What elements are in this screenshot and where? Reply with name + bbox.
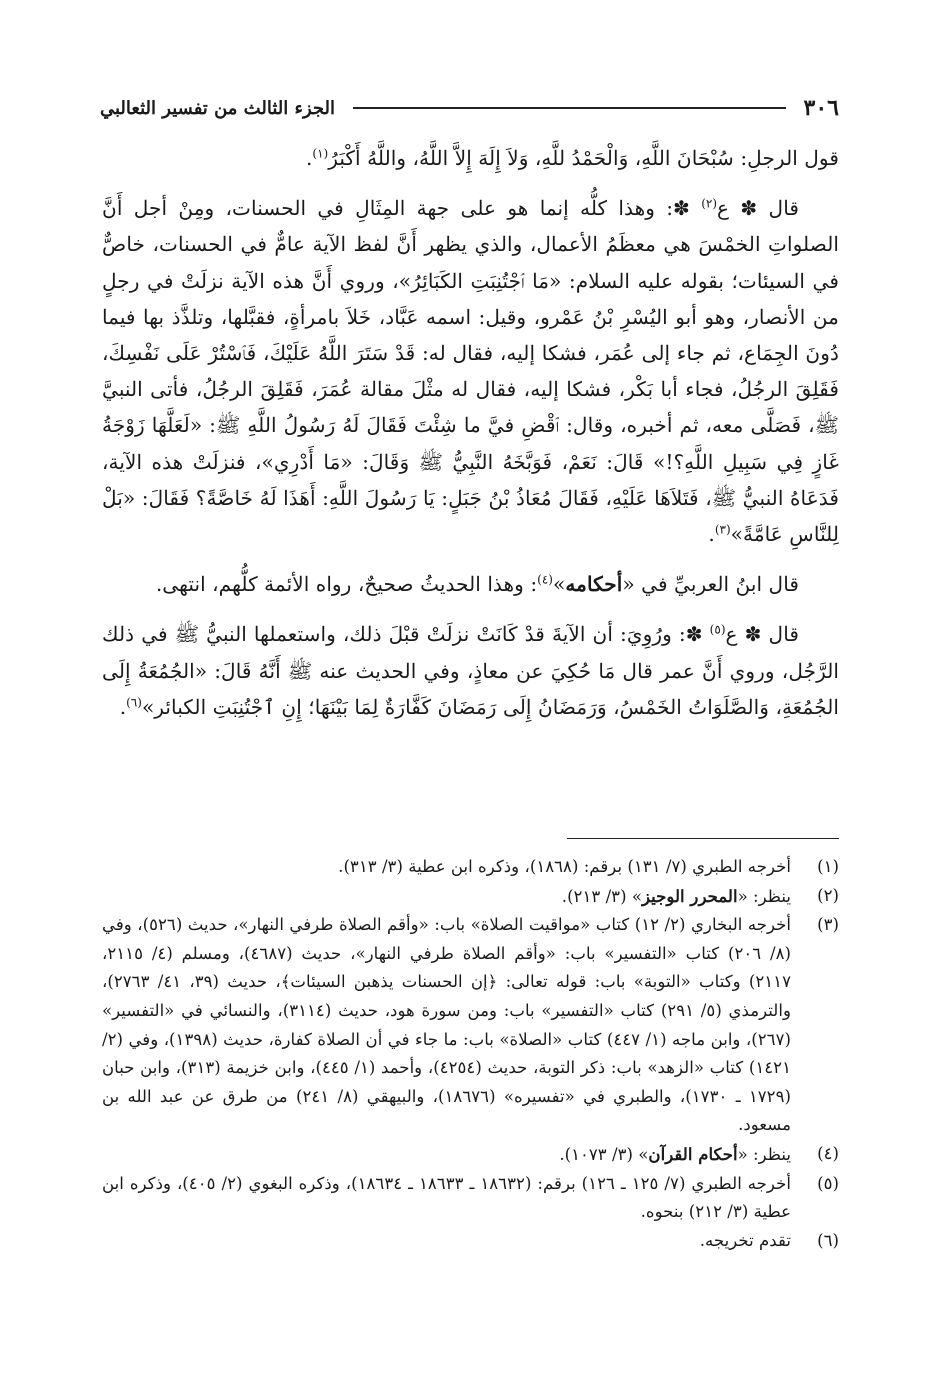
footnote-text: أخرجه الطبري (٧/ ١٣١) برقم: (١٨٦٨)، وذكره ابن عطية (٣/ ٣١٣).: [338, 857, 791, 876]
footnote-ref[interactable]: (٢): [701, 196, 718, 211]
page-header: [100, 88, 839, 128]
paragraph-4: [102, 616, 839, 725]
footnote-2: [102, 882, 839, 912]
footnote-5: [102, 1170, 839, 1227]
paragraph-1: [102, 140, 839, 176]
paragraph-lead: قال ✽ ع: [725, 622, 800, 647]
footnote-3: [102, 911, 839, 1140]
paragraph-lead: قال ابنُ العربيِّ في «: [622, 572, 799, 597]
footnote-6: [102, 1227, 839, 1256]
footnote-text: [102, 1140, 791, 1170]
footnote-number: (٣): [817, 915, 839, 935]
footnote-4: [102, 1140, 839, 1170]
footnote-number: (٥): [817, 1173, 839, 1193]
footnote-ref[interactable]: (٣): [714, 522, 731, 537]
header-rule: [353, 107, 786, 109]
paragraph-tail: .: [119, 694, 127, 719]
paragraph-text: : وهذا الحديثُ صحيحٌ، رواه الأئمة كلُّهم، انتهى.: [155, 572, 538, 597]
footnote-number: (٦): [817, 1230, 839, 1250]
footnote-ref[interactable]: (١): [312, 146, 329, 161]
footnote-post: » (٣/ ١٠٧٣).: [559, 1144, 649, 1164]
paragraph-tail: .: [305, 146, 313, 170]
book-title: المحرر الوجيز: [642, 885, 738, 906]
quote-mark: »: [552, 572, 566, 597]
footnote-number: (١): [817, 857, 839, 876]
paragraph-2: [102, 190, 839, 552]
running-title: الجزء الثالث من تفسير الثعالبي: [100, 97, 336, 119]
footnote-number: (٢): [817, 885, 839, 905]
footnote-text: أخرجه الطبري (٧/ ١٢٥ ـ ١٢٦) برقم: (١٨٦٣٢ ـ ١٨٦٣٣ ـ ١٨٦٣٤)، وذكره البغوي (٢/ ٤٠٥)، وذكره ابن عطية (٣/ ٢١٢) بنحوه.: [102, 1173, 791, 1222]
main-text: [102, 140, 839, 739]
paragraph-tail: .: [708, 522, 715, 547]
footnote-separator: [567, 838, 839, 839]
footnote-text: [102, 882, 791, 912]
paragraph-text: ✽: وهذا كلُّه إنما هو على جهة المِثَالِ في الحسنات، ومِنْ أجل أَنَّ الصلواتِ الخمْسَ هي معظَمُ الأعمال، والذي يظهر أَنَّ لفظ الآية عامٌّ في الحسنات، خاصٌّ في السيئات؛ بقوله عليه السلام: «مَا ٱجْتُنِبَتِ الكَبَائِرُ»، وروي أَنَّ هذه الآية نزلَتْ في رجلٍ من الأنصار، وهو أبو اليُسْرِ بْنُ عَمْرو، وقيل: اسمه عَبَّاد، خَلاَ بامرأةٍ، فقبَّلها، وتلذَّذ بها فيما دُونَ الجِمَاع، ثم جاء إلى عُمَر، فشكا إليه، فقال له: قَدْ سَتَرَ اللَّهُ عَلَيْكَ، فَٱسْتُرْ عَلَى نَفْسِكَ، فَقَلِقَ الرجُلُ، فجاء أبا بَكْر، فشكا إليه، فقال له مثْلَ مقالة عُمَرَ، فَقَلِقَ الرجُلُ، فأتى النبيَّ ﷺ، فَصَلَّى معه، ثم أخبره، وقال: ٱقْضِ فيَّ ما شِئْتَ فَقَالَ لَهُ رَسُولُ اللَّهِ ﷺ: «لَعَلَّهَا زَوْجَةُ غَازٍ فِي سَبِيلِ اللَّهِ؟!» قَالَ: نَعَمْ، فَوَبَّخَهُ النَّبِيُّ ﷺ وَقَالَ: «مَا أَدْرِي»، فنزلَتْ هذه الآية، فَدَعَاهُ النبيُّ ﷺ، فَتَلاَهَا عَلَيْهِ، فَقَالَ مُعَاذُ بْنُ جَبَلٍ: يَا رَسُولَ اللَّهِ: أَهَذَا لَهُ خَاصَّةً؟ فَقَالَ: «بَلْ لِلنَّاسِ عَامَّةً»: [102, 196, 839, 547]
book-title: أحكامه: [565, 572, 623, 597]
footnote-post: » (٣/ ٢١٣).: [561, 886, 642, 906]
paragraph-text: ✽: ورُوِيَ: أن الآيةَ قدْ كَانَتْ نزلَتْ قبْلَ ذلك، واستعملها النبيُّ ﷺ في ذلك الرَّجُل، وروي أَنَّ عمر قال مَا حُكِيَ عن معاذٍ، وفي الحديث عنه ﷺ أَنَّهُ قَالَ: «الجُمُعَةُ إِلَى الجُمُعَةِ، وَالصَّلَوَاتُ الخَمْسُ، وَرَمَضَانُ إِلَى رَمَضَانَ كَفَّارَةٌ لِمَا بَيْنَهَا؛ إِنِ ٱجْتُنِبَتِ الكبائر»: [102, 622, 839, 719]
paragraph-lead: قال ✽ ع: [717, 196, 799, 221]
footnotes: [102, 853, 839, 1255]
paragraph-3: [102, 566, 839, 602]
footnote-ref[interactable]: (٥): [709, 622, 726, 637]
paragraph-text: قول الرجلِ: سُبْحَانَ اللَّهِ، وَالْحَمْدُ للَّهِ، وَلاَ إِلَهَ إِلاَّ اللَّهُ، واللَّهُ أَكْبَرُ: [328, 146, 839, 170]
footnote-text: تقدم تخريجه.: [699, 1230, 791, 1250]
book-title: أحكام القرآن: [648, 1143, 738, 1164]
footnote-number: (٤): [817, 1143, 839, 1163]
footnote-text: أخرجه البخاري (٢/ ١٢) كتاب «مواقيت الصلاة» باب: «وأقم الصلاة طرفي النهار»، حديث (٥٢٦)، وفي (٨/ ٢٠٦) كتاب «التفسير» باب: «وأقم الصلاة طرفي النهار»، حديث (٤٦٨٧)، ومسلم (٤/ ٢١١٥، ٢١١٧) وكتاب «التوبة» باب: قوله تعالى: ﴿إن الحسنات يذهبن السيئات﴾، حديث (٣٩، ٤١/ ٢٧٦٣)، والترمذي (٥/ ٢٩١) كتاب «التفسير» باب: ومن سورة هود، حديث (٣١١٤)، والنسائي في «التفسير» (٢٦٧)، وابن ماجه (١/ ٤٤٧) كتاب «الصلاة» باب: ما جاء في أن الصلاة كفارة، حديث (١٣٩٨)، وفي (٢/ ١٤٢١) كتاب «الزهد» باب: ذكر التوبة، حديث (٤٢٥٤)، وأحمد (١/ ٤٤٥)، وابن خزيمة (٣١٣)، وابن حبان (١٧٢٩ ـ ١٧٣٠)، والطبري في «تفسيره» (١٨٦٧٦)، والبيهقي (٨/ ٢٤١) من طرق عن عبد الله بن مسعود.: [102, 915, 792, 1135]
footnote-ref[interactable]: (٤): [537, 572, 553, 587]
page-number: ٣٠٦: [803, 95, 839, 121]
footnote-pre: ينظر: «: [737, 1144, 791, 1164]
footnote-pre: ينظر: «: [737, 886, 791, 906]
footnote-ref[interactable]: (٦): [126, 695, 142, 710]
footnote-1: [102, 853, 839, 882]
